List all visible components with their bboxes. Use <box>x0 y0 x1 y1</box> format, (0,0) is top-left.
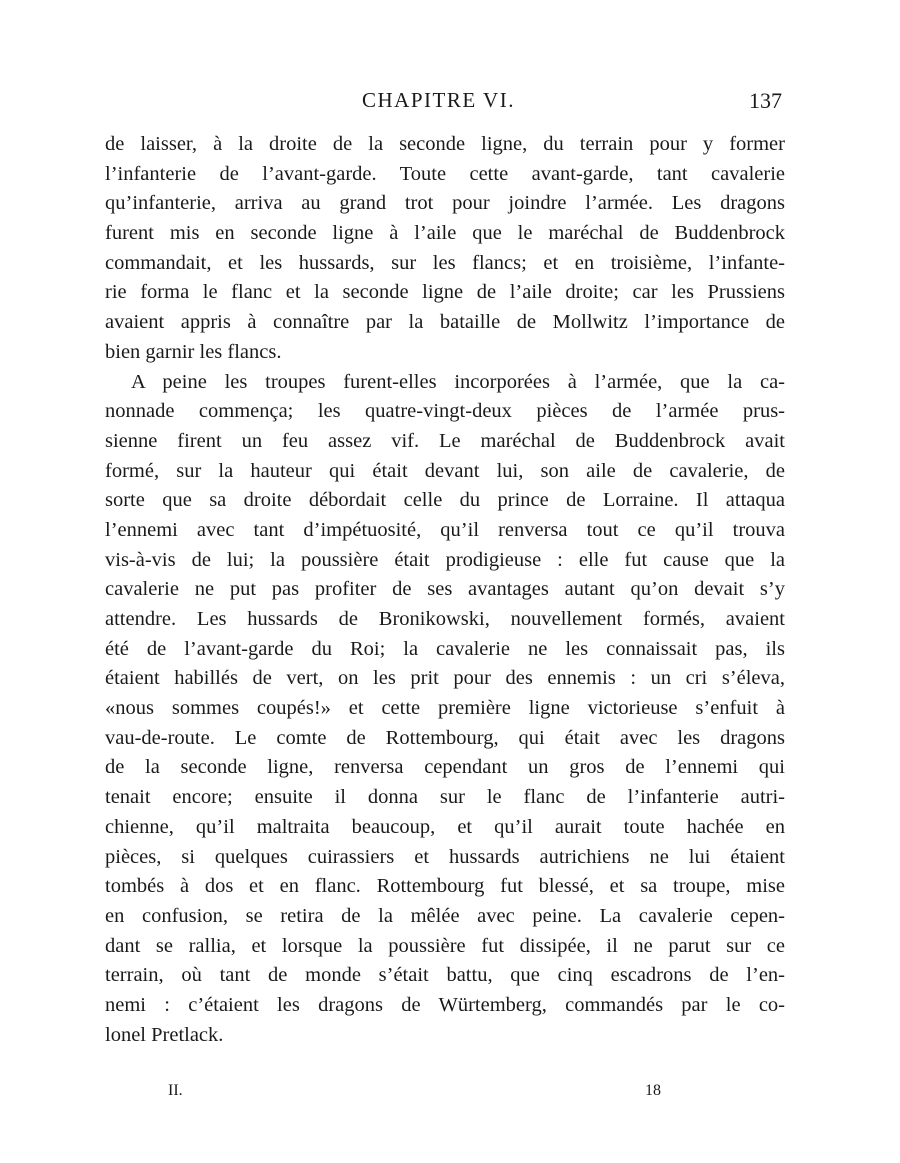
text-line: pièces, si quelques cuirassiers et hussards autrichiens ne lui étaient <box>105 845 785 868</box>
chapter-title: CHAPITRE VI. <box>362 88 515 112</box>
text-line: furent mis en seconde ligne à l’aile que le maréchal de Buddenbrock <box>105 222 785 245</box>
text-line: bien garnir les flancs. <box>105 340 282 363</box>
text-line: étaient habillés de vert, on les prit pour des ennemis : un cri s’éleva, <box>105 667 785 690</box>
running-head <box>0 88 900 118</box>
page-footer <box>0 1082 900 1106</box>
text-line: l’infanterie de l’avant-garde. Toute cette avant-garde, tant cavalerie <box>105 162 785 185</box>
text-line: vis-à-vis de lui; la poussière était prodigieuse : elle fut cause que la <box>105 548 785 571</box>
text-line: nemi : c’étaient les dragons de Würtemberg, commandés par le co- <box>105 993 785 1016</box>
text-line: dant se rallia, et lorsque la poussière fut dissipée, il ne parut sur ce <box>105 934 785 957</box>
text-line: été de l’avant-garde du Roi; la cavalerie ne les connaissait pas, ils <box>105 637 785 660</box>
text-line: l’ennemi avec tant d’impétuosité, qu’il renversa tout ce qu’il trouva <box>105 518 785 541</box>
text-line: attendre. Les hussards de Bronikowski, nouvellement formés, avaient <box>105 608 785 630</box>
text-line: sorte que sa droite débordait celle du prince de Lorraine. Il attaqua <box>105 489 785 512</box>
text-line: avaient appris à connaître par la bataille de Mollwitz l’importance de <box>105 311 785 334</box>
text-line: qu’infanterie, arriva au grand trot pour joindre l’armée. Les dragons <box>105 192 785 215</box>
paragraph-first-line: A peine les troupes furent-elles incorporées à l’armée, que la ca- <box>131 370 785 393</box>
text-line: terrain, où tant de monde s’était battu, que cinq escadrons de l’en- <box>105 964 785 987</box>
text-line: «nous sommes coupés!» et cette première ligne victorieuse s’enfuit à <box>105 697 785 720</box>
text-line: vau-de-route. Le comte de Rottembourg, qui était avec les dragons <box>105 726 785 749</box>
text-line: tenait encore; ensuite il donna sur le flanc de l’infanterie autri- <box>105 786 785 809</box>
text-line: sienne firent un feu assez vif. Le maréchal de Buddenbrock avait <box>105 429 785 452</box>
text-line: de la seconde ligne, renversa cependant un gros de l’ennemi qui <box>105 756 785 779</box>
text-line: formé, sur la hauteur qui était devant lui, son aile de cavalerie, de <box>105 459 785 482</box>
body-text <box>105 130 785 1050</box>
text-line: de laisser, à la droite de la seconde ligne, du terrain pour y former <box>105 133 785 155</box>
text-line: nonnade commença; les quatre-vingt-deux pièces de l’armée prus- <box>105 400 785 423</box>
text-line: en confusion, se retira de la mêlée avec peine. La cavalerie cepen- <box>105 904 785 927</box>
text-line: commandait, et les hussards, sur les flancs; et en troisième, l’infante- <box>105 251 785 274</box>
text-line: lonel Pretlack. <box>105 1023 224 1046</box>
page-number: 137 <box>749 88 782 113</box>
text-line: cavalerie ne put pas profiter de ses avantages autant qu’on devait s’y <box>105 578 785 601</box>
text-line: rie forma le flanc et la seconde ligne de l’aile droite; car les Prussiens <box>105 281 785 304</box>
volume-mark: II. <box>168 1082 183 1099</box>
signature-mark: 18 <box>645 1082 661 1099</box>
text-line: chienne, qu’il maltraita beaucoup, et qu’il aurait toute hachée en <box>105 815 785 838</box>
text-line: tombés à dos et en flanc. Rottembourg fut blessé, et sa troupe, mise <box>105 875 785 898</box>
